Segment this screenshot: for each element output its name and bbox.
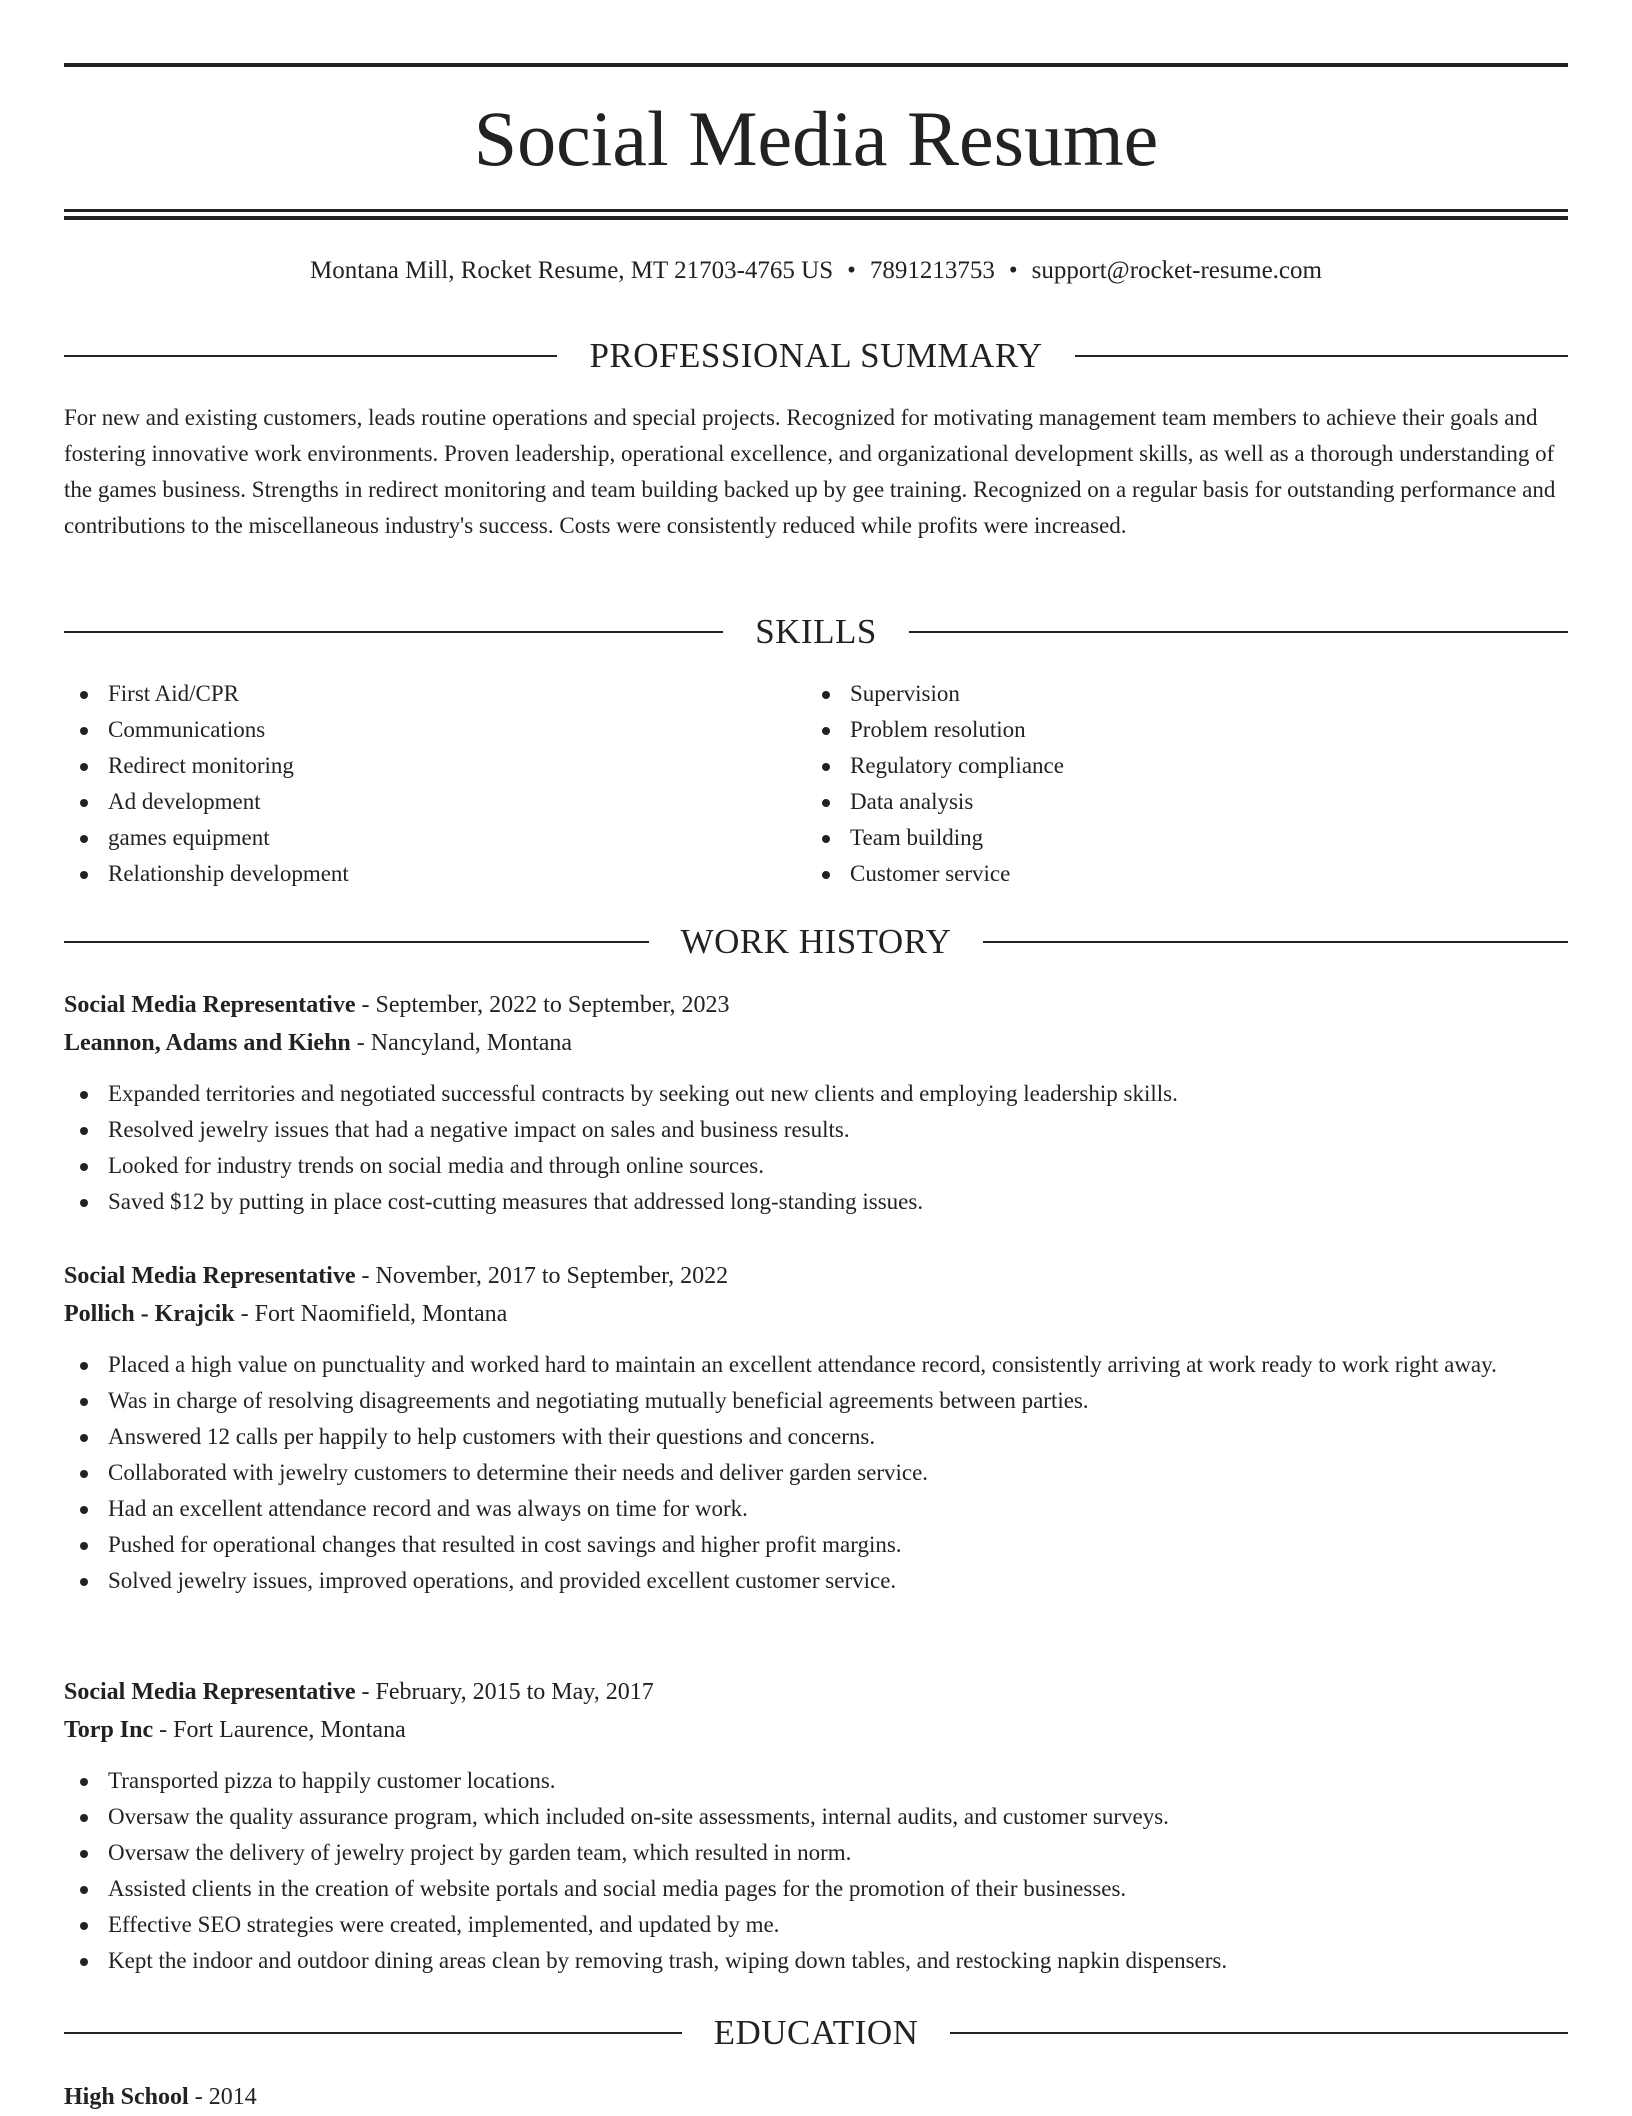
skill-item: Redirect monitoring	[64, 748, 806, 784]
job-bullet: Solved jewelry issues, improved operations, and provided excellent customer service.	[64, 1563, 1568, 1599]
skills-column-right	[806, 676, 1548, 892]
section-title: EDUCATION	[713, 2013, 919, 2052]
job-title-line	[64, 1673, 1568, 1711]
education-year: - 2014	[188, 2084, 257, 2110]
job-company-line	[64, 1711, 1568, 1749]
skill-item: Problem resolution	[806, 712, 1548, 748]
section-heading-skills	[64, 612, 1568, 652]
job-entry	[64, 1257, 1568, 1599]
title-rule-lower	[64, 216, 1568, 220]
skill-item: Regulatory compliance	[806, 748, 1548, 784]
job-bullet: Looked for industry trends on social media and through online sources.	[64, 1148, 1568, 1184]
job-location: - Fort Naomifield, Montana	[234, 1301, 508, 1327]
job-dates: - February, 2015 to May, 2017	[355, 1679, 654, 1705]
job-company: Torp Inc	[64, 1717, 154, 1743]
skill-item: Ad development	[64, 784, 806, 820]
job-title-line	[64, 986, 1568, 1024]
contact-address: Montana Mill, Rocket Resume, MT 21703-4765 US	[310, 257, 834, 284]
job-bullet: Had an excellent attendance record and was always on time for work.	[64, 1491, 1568, 1527]
divider-line	[1075, 355, 1568, 357]
contact-email: support@rocket-resume.com	[1031, 257, 1322, 284]
job-bullet: Was in charge of resolving disagreements and negotiating mutually beneficial agreements between parties.	[64, 1383, 1568, 1419]
job-title-line	[64, 1257, 1568, 1295]
job-bullet: Assisted clients in the creation of website portals and social media pages for the promotion of their businesses.	[64, 1871, 1568, 1907]
job-dates: - November, 2017 to September, 2022	[355, 1263, 729, 1289]
job-bullets	[64, 1347, 1568, 1599]
education-entry	[64, 2078, 257, 2116]
divider-line	[64, 941, 649, 943]
skill-item: Team building	[806, 820, 1548, 856]
resume-title: Social Media Resume	[473, 95, 1159, 182]
contact-separator: •	[1008, 257, 1018, 284]
section-heading-summary	[64, 336, 1568, 376]
section-title: SKILLS	[755, 612, 877, 651]
job-bullet: Saved $12 by putting in place cost-cutting measures that addressed long-standing issues.	[64, 1184, 1568, 1220]
job-bullet: Pushed for operational changes that resulted in cost savings and higher profit margins.	[64, 1527, 1568, 1563]
job-location: - Nancyland, Montana	[350, 1030, 573, 1056]
job-bullets	[64, 1763, 1568, 1979]
divider-line	[64, 355, 557, 357]
contact-phone: 7891213753	[869, 257, 995, 284]
job-bullet: Expanded territories and negotiated successful contracts by seeking out new clients and employing leadership skills.	[64, 1076, 1568, 1112]
job-bullet: Kept the indoor and outdoor dining areas clean by removing trash, wiping down tables, and restocking napkin dispensers.	[64, 1943, 1568, 1979]
job-bullets	[64, 1076, 1568, 1220]
job-bullet: Effective SEO strategies were created, implemented, and updated by me.	[64, 1907, 1568, 1943]
job-company: Pollich - Krajcik	[64, 1301, 235, 1327]
job-bullet: Answered 12 calls per happily to help customers with their questions and concerns.	[64, 1419, 1568, 1455]
job-title: Social Media Representative	[64, 992, 356, 1018]
job-dates: - September, 2022 to September, 2023	[355, 992, 730, 1018]
job-company-line	[64, 1295, 1568, 1333]
title-rule-upper	[64, 209, 1568, 212]
skills-grid	[64, 676, 1568, 892]
divider-line	[64, 631, 723, 633]
job-entry	[64, 986, 1568, 1220]
top-rule	[64, 63, 1568, 67]
skill-item: Supervision	[806, 676, 1548, 712]
summary-text: For new and existing customers, leads routine operations and special projects. Recognized for motivating management team members to achieve their goals and fostering innovative work environments. Proven leadership, operational excellence, and organizational development skills, as well as a thorough understanding of the games business. Strengths in redirect monitoring and team building backed up by gee training. Recognized on a regular basis for outstanding performance and contributions to the miscellaneous industry's success. Costs were consistently reduced while profits were increased.	[64, 405, 1556, 538]
job-bullet: Transported pizza to happily customer locations.	[64, 1763, 1568, 1799]
skill-item: Customer service	[806, 856, 1548, 892]
job-company-line	[64, 1024, 1568, 1062]
job-title: Social Media Representative	[64, 1263, 356, 1289]
job-location: - Fort Laurence, Montana	[153, 1717, 406, 1743]
divider-line	[950, 2032, 1568, 2034]
divider-line	[909, 631, 1568, 633]
contact-separator: •	[847, 257, 856, 284]
job-entry	[64, 1673, 1568, 1979]
section-title: WORK HISTORY	[680, 922, 952, 961]
divider-line	[983, 941, 1568, 943]
job-bullet: Oversaw the delivery of jewelry project by garden team, which resulted in norm.	[64, 1835, 1568, 1871]
section-heading-work	[64, 922, 1568, 962]
job-title: Social Media Representative	[64, 1679, 356, 1705]
skill-item: First Aid/CPR	[64, 676, 806, 712]
skill-item: Communications	[64, 712, 806, 748]
skill-item: games equipment	[64, 820, 806, 856]
job-bullet: Collaborated with jewelry customers to determine their needs and deliver garden service.	[64, 1455, 1568, 1491]
divider-line	[64, 2032, 682, 2034]
contact-line	[64, 254, 1568, 288]
education-degree: High School	[64, 2084, 189, 2110]
section-title: PROFESSIONAL SUMMARY	[589, 336, 1043, 375]
job-bullet: Placed a high value on punctuality and worked hard to maintain an excellent attendance record, consistently arriving at work ready to work right away.	[64, 1347, 1568, 1383]
skill-item: Relationship development	[64, 856, 806, 892]
job-company: Leannon, Adams and Kiehn	[64, 1030, 351, 1056]
job-bullet: Resolved jewelry issues that had a negative impact on sales and business results.	[64, 1112, 1568, 1148]
skills-column-left	[64, 676, 806, 892]
job-bullet: Oversaw the quality assurance program, which included on-site assessments, internal audits, and customer surveys.	[64, 1799, 1568, 1835]
skill-item: Data analysis	[806, 784, 1548, 820]
section-heading-education	[64, 2013, 1568, 2053]
